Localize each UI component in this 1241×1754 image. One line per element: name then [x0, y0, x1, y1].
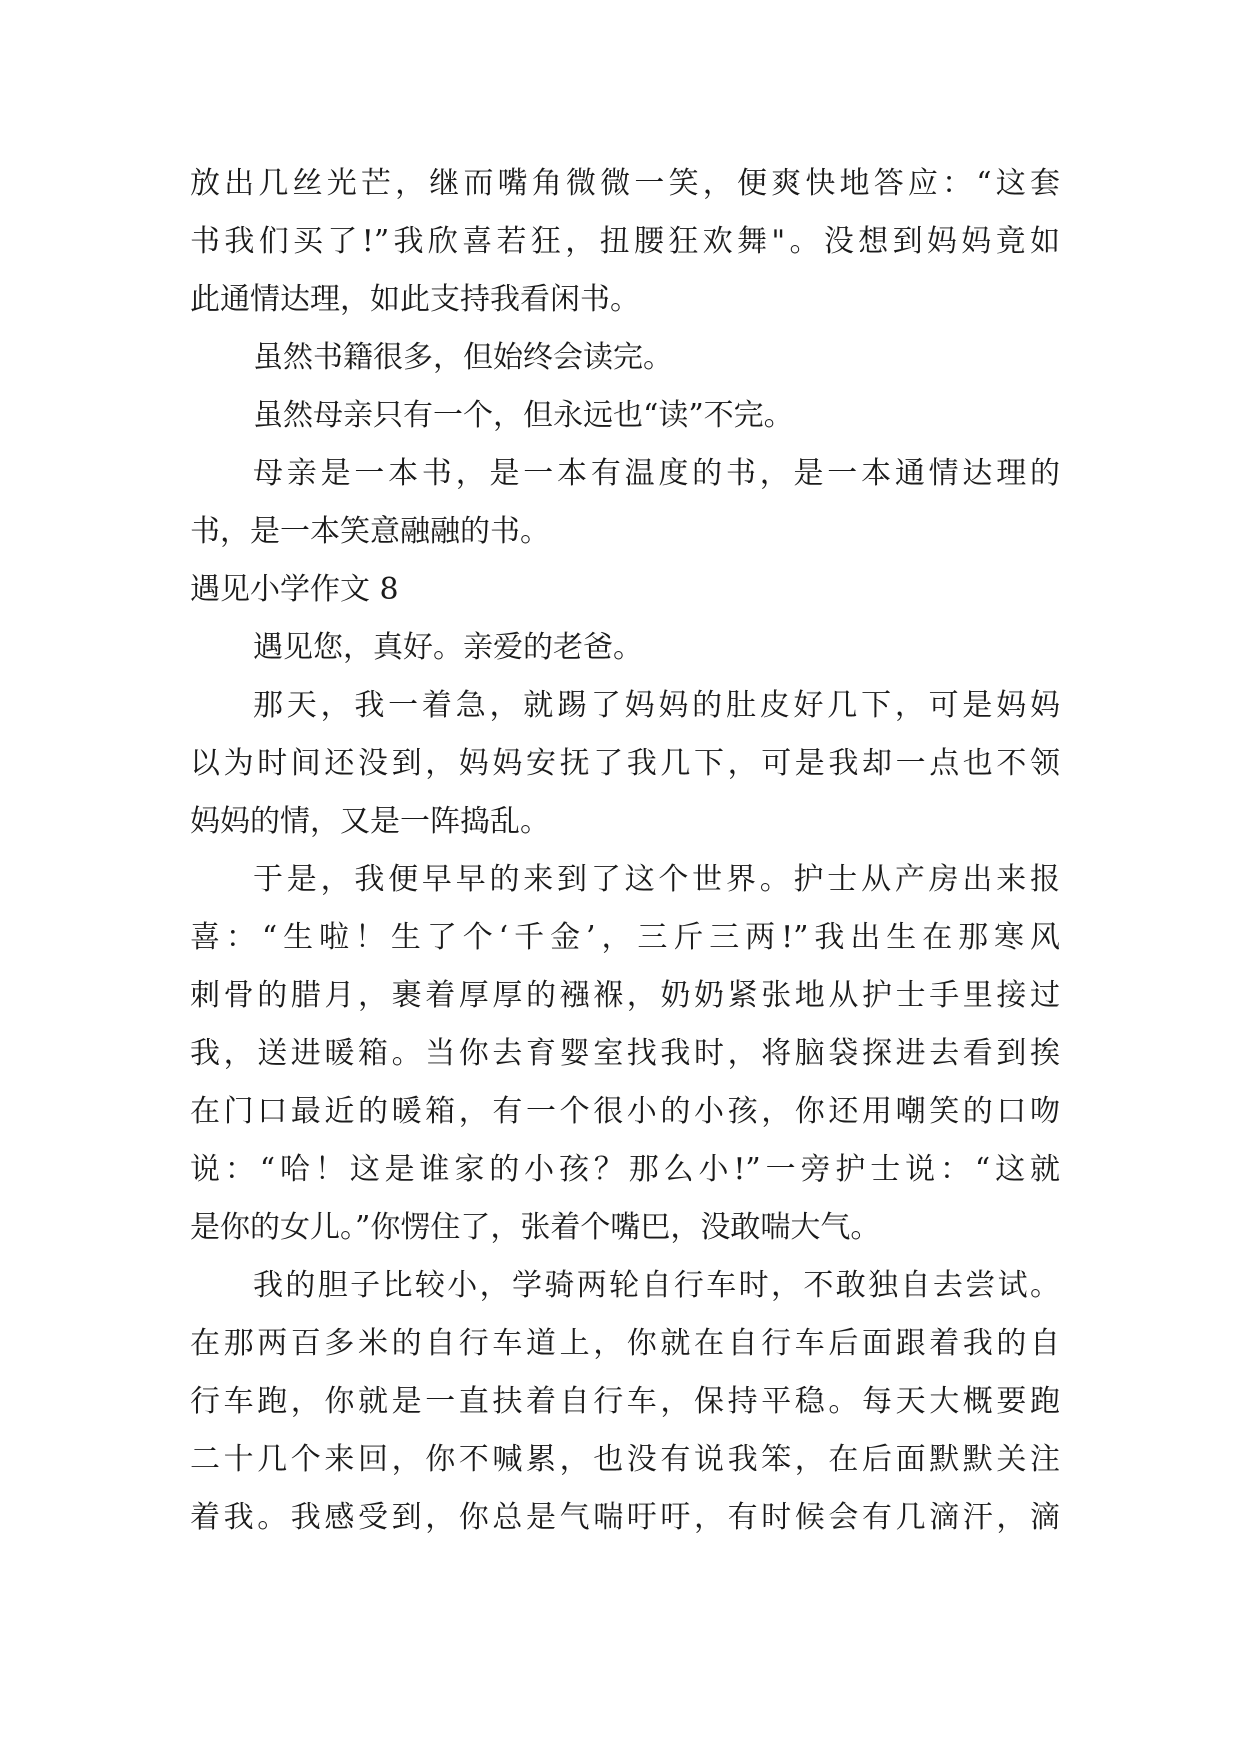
text-line: 虽然母亲只有一个，但永远也“读”不完。	[253, 398, 794, 433]
text-line: 虽然书籍很多，但始终会读完。	[253, 340, 673, 375]
text-line: 刺骨的腊月，裹着厚厚的襁褓，奶奶紧张地从护士手里接过	[190, 978, 1060, 1013]
text-line: 书我们买了!”我欣喜若狂，扭腰狂欢舞"。没想到妈妈竟如	[190, 224, 1060, 259]
text-line: 那天，我一着急，就踢了妈妈的肚皮好几下，可是妈妈	[253, 688, 1060, 723]
paragraph	[190, 155, 1060, 329]
text-line: 二十几个来回，你不喊累，也没有说我笨，在后面默默关注	[190, 1442, 1060, 1477]
paragraph	[190, 619, 1060, 677]
text-line: 是你的女儿。”你愣住了，张着个嘴巴，没敢喘大气。	[190, 1210, 881, 1245]
text-line: 着我。我感受到，你总是气喘吁吁，有时候会有几滴汗，滴	[190, 1500, 1060, 1535]
text-line: 母亲是一本书，是一本有温度的书，是一本通情达理的	[253, 456, 1060, 491]
text-line: 我，送进暖箱。当你去育婴室找我时，将脑袋探进去看到挨	[190, 1036, 1060, 1071]
heading-text: 遇见小学作文 8	[190, 572, 399, 607]
text-line: 书，是一本笑意融融的书。	[190, 514, 550, 549]
text-line: 说：“哈！这是谁家的小孩？那么小!”一旁护士说：“这就	[190, 1152, 1060, 1187]
text-line: 我的胆子比较小，学骑两轮自行车时，不敢独自去尝试。	[253, 1268, 1060, 1303]
document-page	[190, 155, 1060, 1547]
text-line: 在门口最近的暖箱，有一个很小的小孩，你还用嘲笑的口吻	[190, 1094, 1060, 1129]
text-line: 放出几丝光芒，继而嘴角微微一笑，便爽快地答应：“这套	[190, 166, 1060, 201]
paragraph	[190, 387, 1060, 445]
paragraph	[190, 445, 1060, 561]
text-line: 以为时间还没到，妈妈安抚了我几下，可是我却一点也不领	[190, 746, 1060, 781]
text-line: 于是，我便早早的来到了这个世界。护士从产房出来报	[253, 862, 1060, 897]
paragraph	[190, 677, 1060, 851]
text-line: 妈妈的情，又是一阵捣乱。	[190, 804, 550, 839]
text-line: 在那两百多米的自行车道上，你就在自行车后面跟着我的自	[190, 1326, 1060, 1361]
section-heading	[190, 561, 1060, 619]
text-line: 此通情达理，如此支持我看闲书。	[190, 282, 640, 317]
paragraph	[190, 851, 1060, 1257]
paragraph	[190, 329, 1060, 387]
text-line: 喜：“生啦！生了个‘千金’，三斤三两!”我出生在那寒风	[190, 920, 1060, 955]
paragraph	[190, 1257, 1060, 1547]
text-line: 行车跑，你就是一直扶着自行车，保持平稳。每天大概要跑	[190, 1384, 1060, 1419]
text-line: 遇见您，真好。亲爱的老爸。	[253, 630, 643, 665]
